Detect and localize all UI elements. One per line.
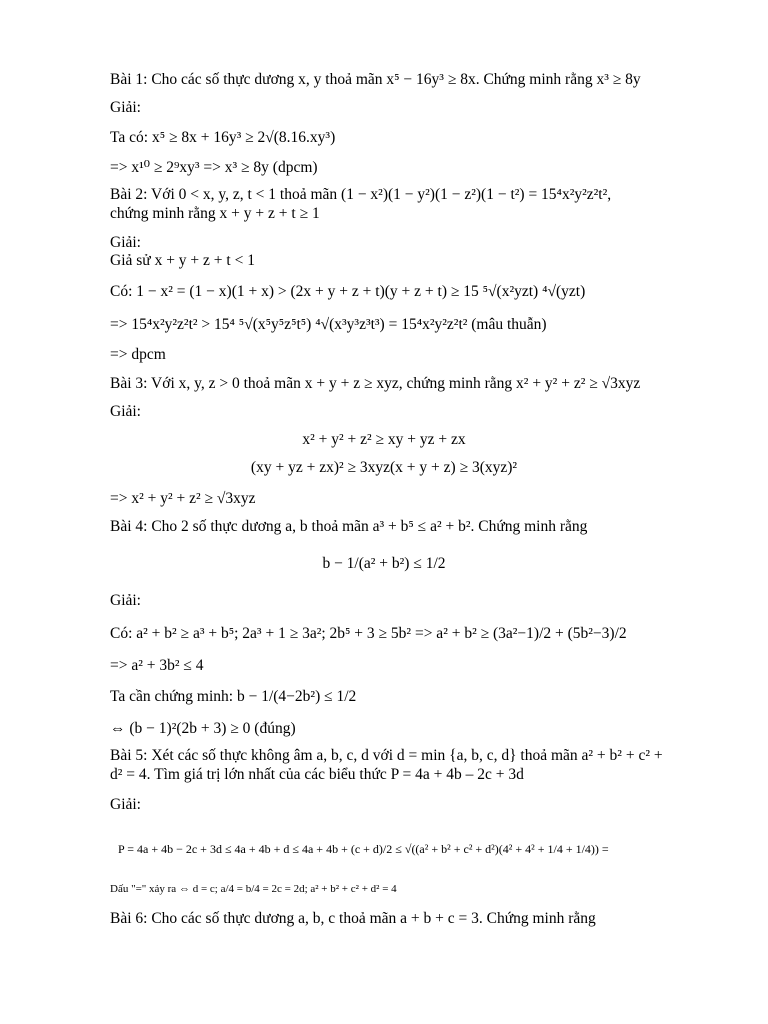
problem-2-step-3: => 15⁴x²y²z²t² > 15⁴ ⁵√(x⁵y⁵z⁵t⁵) ⁴√(x³y³z³t³) = 15⁴x²y²z²t² (mâu thuẫn) (110, 316, 547, 333)
problem-3-conclusion: => x² + y² + z² ≥ √3xyz (110, 490, 256, 507)
problem-1-step-1: Ta có: x⁵ ≥ 8x + 16y³ ≥ 2√(8.16.xy³) (110, 129, 336, 146)
problem-5-equality-condition: Dấu "=" xảy ra ⇔ d = c; a/4 = b/4 = 2c = 2d; a² + b² + c² + d² = 4 (110, 883, 397, 895)
problem-3-equation-2: (xy + yz + zx)² ≥ 3xyz(x + y + z) ≥ 3(xyz)² (250, 459, 518, 476)
solution-label: Giải: (110, 403, 141, 420)
problem-2-statement-line-1: Bài 2: Với 0 < x, y, z, t < 1 thoả mãn (1 − x²)(1 − y²)(1 − z²)(1 − t²) = 15⁴x²y²z²t², (110, 186, 612, 203)
solution-label: Giải: (110, 99, 141, 116)
solution-label: Giải: (110, 234, 141, 251)
solution-label: Giải: (110, 796, 141, 813)
problem-4-step-4: ⇔ (b − 1)²(2b + 3) ≥ 0 (đúng) (110, 720, 296, 737)
problem-5-estimate: P = 4a + 4b − 2c + 3d ≤ 4a + 4b + d ≤ 4a + 4b + (c + d)/2 ≤ √((a² + b² + c² + d²)(4² + 4² + 1/4 + 1/4)) = (118, 842, 609, 856)
problem-2-conclusion: => dpcm (110, 346, 166, 363)
problem-2-step-2: Có: 1 − x² = (1 − x)(1 + x) > (2x + y + z + t)(y + z + t) ≥ 15 ⁵√(x²yzt) ⁴√(yzt) (110, 283, 586, 300)
problem-4-step-1: Có: a² + b² ≥ a³ + b⁵; 2a³ + 1 ≥ 3a²; 2b⁵ + 3 ≥ 5b² => a² + b² ≥ (3a²−1)/2 + (5b²−3)/2 (110, 625, 627, 642)
problem-4-inequality: b − 1/(a² + b²) ≤ 1/2 (322, 555, 446, 572)
problem-3-statement: Bài 3: Với x, y, z > 0 thoả mãn x + y + z ≥ xyz, chứng minh rằng x² + y² + z² ≥ √3xyz (110, 375, 641, 392)
problem-4-step-3: Ta cần chứng minh: b − 1/(4−2b²) ≤ 1/2 (110, 688, 357, 705)
problem-5-statement-line-1: Bài 5: Xét các số thực không âm a, b, c, d với d = min {a, b, c, d} thoả mãn a² + b² + c² + (110, 747, 663, 764)
problem-2-step-1: Giả sử x + y + z + t < 1 (110, 252, 255, 269)
problem-1-statement: Bài 1: Cho các số thực dương x, y thoả mãn x⁵ − 16y³ ≥ 8x. Chứng minh rằng x³ ≥ 8y (110, 71, 641, 88)
problem-5-statement-line-2: d² = 4. Tìm giá trị lớn nhất của các biểu thức P = 4a + 4b – 2c + 3d (110, 766, 524, 783)
problem-4-statement: Bài 4: Cho 2 số thực dương a, b thoả mãn a³ + b⁵ ≤ a² + b². Chứng minh rằng (110, 518, 588, 535)
problem-2-statement-line-2: chứng minh rằng x + y + z + t ≥ 1 (110, 205, 320, 222)
problem-6-statement: Bài 6: Cho các số thực dương a, b, c thoả mãn a + b + c = 3. Chứng minh rằng (110, 910, 596, 927)
problem-1-step-2: => x¹⁰ ≥ 2⁹xy³ => x³ ≥ 8y (dpcm) (110, 159, 318, 176)
problem-3-equation-1: x² + y² + z² ≥ xy + yz + zx (302, 431, 466, 448)
problem-4-step-2: => a² + 3b² ≤ 4 (110, 657, 204, 674)
solution-label: Giải: (110, 592, 141, 609)
